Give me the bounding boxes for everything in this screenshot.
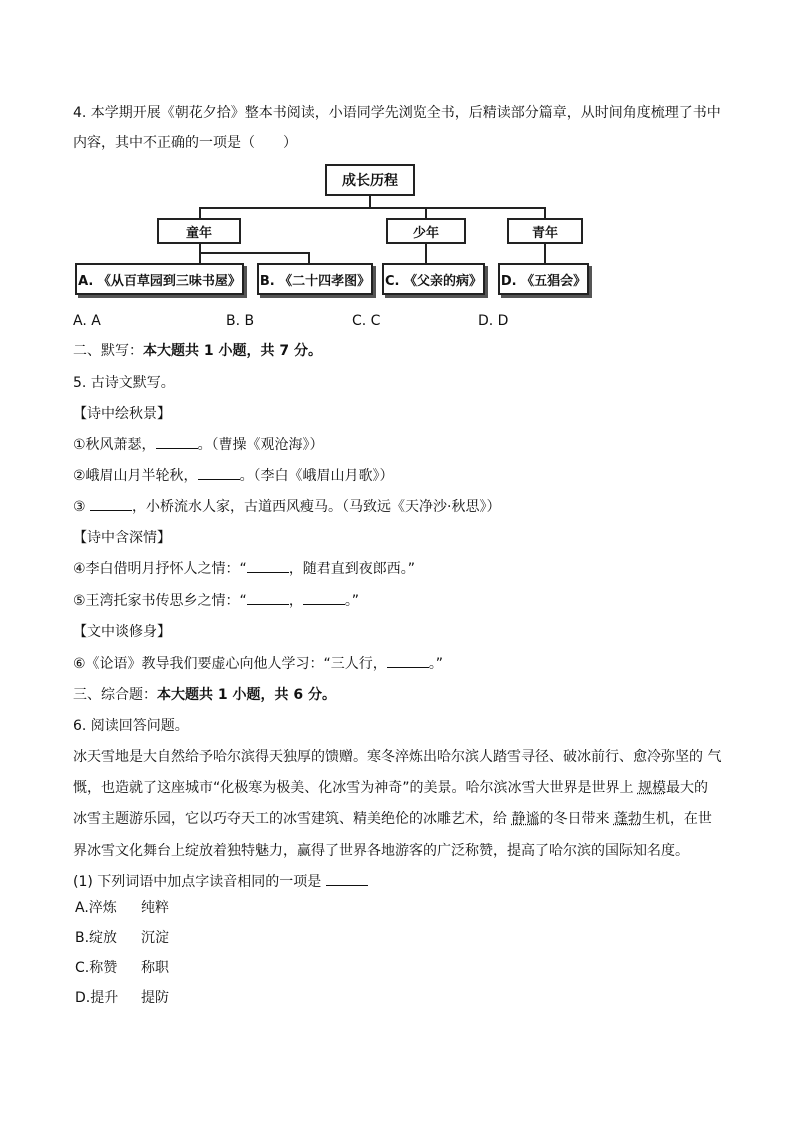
answer-blank[interactable]	[326, 873, 368, 886]
q6-passage-line2-a: 慨，也造就了这座城市“化极寒为极美、化冰雪为神奇”的美景。哈尔滨冰雪大世界是世界上	[73, 780, 638, 796]
answer-blank[interactable]	[303, 592, 345, 605]
answer-blank[interactable]	[247, 560, 289, 573]
q5-line1-part-a: ①秋风萧瑟，	[73, 437, 156, 453]
q6-choice-b-label: B.绽放	[75, 930, 118, 946]
q6-subquestion-1	[73, 872, 368, 892]
diagram-leaf-a: A. 《从百草园到三味书屋》	[75, 263, 244, 295]
q5-line5-part-b: ，	[288, 593, 303, 609]
answer-blank[interactable]	[156, 436, 198, 449]
q5-line2	[73, 466, 394, 486]
section2-rest: 本大题共 1 小题，共 7 分。	[143, 343, 322, 359]
q6-choice-a-label: A.淬炼	[75, 900, 117, 916]
diagram-childhood-box: 童年	[157, 218, 241, 244]
section2-heading	[73, 341, 322, 361]
q5-line3	[73, 497, 500, 517]
q6-choice-b[interactable]	[75, 928, 169, 948]
q4-stem-line2: 内容，其中不正确的一项是（ ）	[73, 135, 297, 151]
q5-line1	[73, 435, 324, 455]
diagram-root-box: 成长历程	[325, 164, 415, 196]
q5-title: 5. 古诗文默写。	[73, 375, 175, 391]
q5-heading-emotion: 【诗中含深情】	[73, 530, 171, 546]
q6-sub1-text: (1) 下列词语中加点字读音相同的一项是	[73, 874, 326, 890]
diagram-connector	[544, 244, 546, 264]
q5-line4-part-b: ，随君直到夜郎西。”	[288, 561, 416, 577]
q6-passage-line3-a: 冰雪主题游乐园，它以巧夺天工的冰雪建筑、精美绝伦的冰雕艺术，给	[73, 811, 512, 827]
q5-line3-part-b: ，小桥流水人家，古道西风瘦马。（马致远《天净沙·秋思》）	[132, 499, 501, 515]
q6-dotted-word-guimo: 规模	[637, 780, 666, 796]
q6-choice-d[interactable]	[75, 988, 169, 1008]
q5-heading-cultivation: 【文中谈修身】	[73, 624, 171, 640]
q4-option-d[interactable]: D. D	[478, 313, 509, 329]
q5-line5-part-a: ⑤王湾托家书传思乡之情：“	[73, 593, 247, 609]
q4-option-b[interactable]: B. B	[226, 313, 255, 329]
q6-title: 6. 阅读回答问题。	[73, 718, 189, 734]
answer-blank[interactable]	[247, 592, 289, 605]
q6-choice-c-word: 称职	[141, 960, 169, 976]
q5-line6-part-a: ⑥《论语》教导我们要虚心向他人学习：“三人行，	[73, 656, 387, 672]
diagram-young-adult-box: 青年	[507, 218, 583, 244]
q6-choice-a-word: 纯粹	[141, 900, 169, 916]
diagram-leaf-d: D. 《五猖会》	[498, 263, 589, 295]
q6-choice-c[interactable]	[75, 958, 169, 978]
q6-passage-line2	[73, 778, 708, 798]
q5-line5	[73, 591, 359, 611]
diagram-connector	[199, 244, 201, 264]
diagram-leaf-b: B. 《二十四孝图》	[257, 263, 373, 295]
answer-blank[interactable]	[387, 655, 429, 668]
q5-line3-part-a: ③	[73, 499, 91, 515]
q5-line4-part-a: ④李白借明月抒怀人之情：“	[73, 561, 247, 577]
q5-line5-part-c: 。”	[344, 593, 360, 609]
diagram-connector	[425, 244, 427, 264]
q6-choice-d-label: D.提升	[75, 990, 119, 1006]
q6-choice-c-label: C.称赞	[75, 960, 118, 976]
q6-passage-line2-b: 最大的	[665, 780, 708, 796]
diagram-leaf-c: C. 《父亲的病》	[382, 263, 485, 295]
q4-option-a[interactable]: A. A	[73, 313, 101, 329]
q6-passage-line3-b: 的冬日带来	[539, 811, 614, 827]
q5-line2-part-b: 。（李白《峨眉山月歌》）	[239, 468, 394, 484]
section2-prefix: 二、默写：	[73, 343, 143, 359]
q6-choice-a[interactable]	[75, 898, 169, 918]
q4-stem-line1: 4. 本学期开展《朝花夕拾》整本书阅读，小语同学先浏览全书，后精读部分篇章，从时间角度梳理了书中	[73, 105, 721, 121]
q6-passage-line1: 冰天雪地是大自然给予哈尔滨得天独厚的馈赠。寒冬淬炼出哈尔滨人踏雪寻径、破冰前行、愈冷弥坚的 气	[73, 749, 722, 765]
diagram-youth-box: 少年	[386, 218, 466, 244]
q4-option-c[interactable]: C. C	[352, 313, 381, 329]
q5-line6	[73, 654, 443, 674]
answer-blank[interactable]	[90, 498, 132, 511]
q5-line1-part-b: 。（曹操《观沧海》）	[197, 437, 324, 453]
q5-heading-autumn: 【诗中绘秋景】	[73, 406, 171, 422]
q6-passage-line4: 界冰雪文化舞台上绽放着独特魅力，赢得了世界各地游客的广泛称赞，提高了哈尔滨的国际知名度。	[73, 843, 689, 859]
q6-choice-d-word: 提防	[141, 990, 169, 1006]
q6-dotted-word-pengbo: 蓬勃	[613, 811, 642, 827]
diagram-connector	[199, 252, 309, 254]
q5-line6-part-b: 。”	[428, 656, 444, 672]
q6-choice-b-word: 沉淀	[141, 930, 169, 946]
section3-rest: 本大题共 1 小题，共 6 分。	[157, 687, 336, 703]
diagram-connector	[199, 207, 545, 209]
q6-passage-line3-c: 生机，在世	[641, 811, 712, 827]
section3-prefix: 三、综合题：	[73, 687, 157, 703]
q5-line4	[73, 559, 415, 579]
q6-dotted-word-jingmi: 静谧	[511, 811, 540, 827]
section3-heading	[73, 685, 336, 705]
q6-passage-line3	[73, 809, 712, 829]
q5-line2-part-a: ②峨眉山月半轮秋，	[73, 468, 198, 484]
answer-blank[interactable]	[198, 467, 240, 480]
